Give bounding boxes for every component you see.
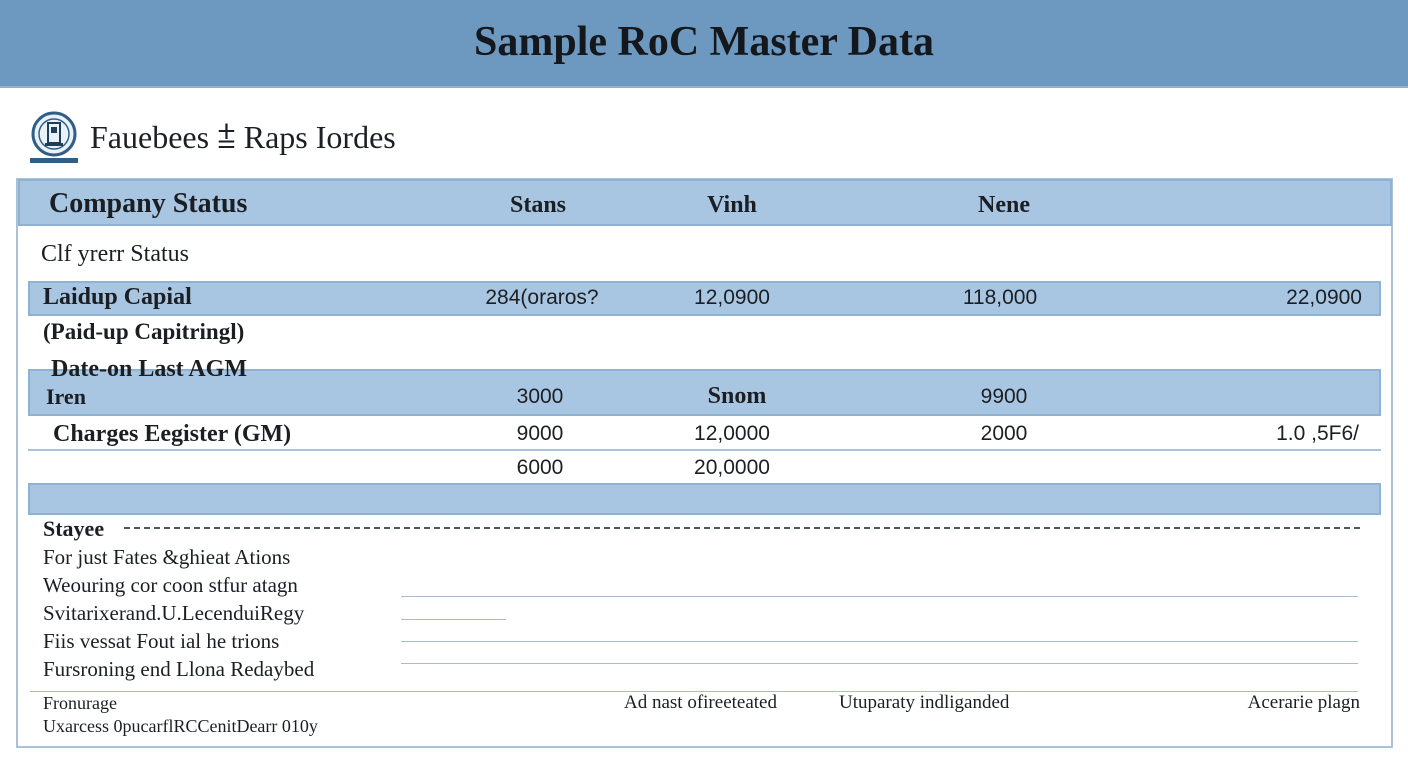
header-company-status: Company Status [49,188,248,219]
section-title: Fauebees ⩲ Raps Iordes [90,119,396,155]
dashed-divider [124,527,1360,529]
notes-rule-1 [401,596,1358,597]
extra-value-1: 6000 [516,456,564,479]
header-nene: Nene [978,192,1030,218]
charges-value-3: 2000 [980,422,1028,445]
paidup-value-4: 22,0900 [1286,286,1362,309]
status-row-label: Clf yrerr Status [41,241,189,267]
header-vinh: Vinh [707,192,757,218]
iren-value-3: 9900 [980,385,1028,408]
paidup-sub-label: (Paid-up Capitringl) [43,319,245,344]
row-divider [28,449,1381,451]
notes-line-3: Svitarixerand.U.LecenduiRegy [43,601,305,625]
notes-line-2: Weouring cor coon stfur atagn [43,573,298,597]
iren-value-1: 3000 [516,385,564,408]
notes-line-5: Fursroning end Llona Redaybed [43,657,315,681]
notes-rule-3 [401,641,1358,642]
iren-label: Iren [46,384,86,409]
agm-label: Date-on Last AGM [51,356,247,382]
charges-value-1: 9000 [516,422,564,445]
charges-label: Charges Eegister (GM) [53,421,292,447]
notes-line-1: For just Fates &ghieat Ations [43,545,291,569]
notes-header-band [28,483,1381,515]
footer-col1-line1: Fronurage [43,693,117,713]
title-banner [0,0,1408,88]
charges-value-2: 12,0000 [694,422,770,445]
charges-value-4: 1.0 ,5F6/ [1276,422,1359,445]
notes-rule-2 [401,619,506,620]
paidup-value-1: 284(oraros? [485,286,599,309]
footer-col1-line2: Uxarcess 0pucarflRCCenitDearr 010y [43,716,318,736]
paidup-label: Laidup Capial [43,284,192,310]
footer-col2: Ad nast ofireeteated [624,692,777,713]
paidup-value-2: 12,0900 [694,286,770,309]
footer-col3: Utuparaty indliganded [839,692,1010,713]
notes-heading: Stayee [43,516,105,541]
notes-rule-4 [401,663,1358,664]
page-title: Sample RoC Master Data [474,19,934,65]
building-emblem-icon [28,110,80,166]
footer-col4: Acerarie plagn [1247,692,1360,713]
paidup-value-3: 118,000 [962,286,1038,309]
extra-value-2: 20,0000 [694,456,770,479]
iren-value-2: Snom [707,383,767,409]
notes-line-4: Fiis vessat Fout ial he trions [43,629,280,653]
header-stans: Stans [509,192,567,218]
